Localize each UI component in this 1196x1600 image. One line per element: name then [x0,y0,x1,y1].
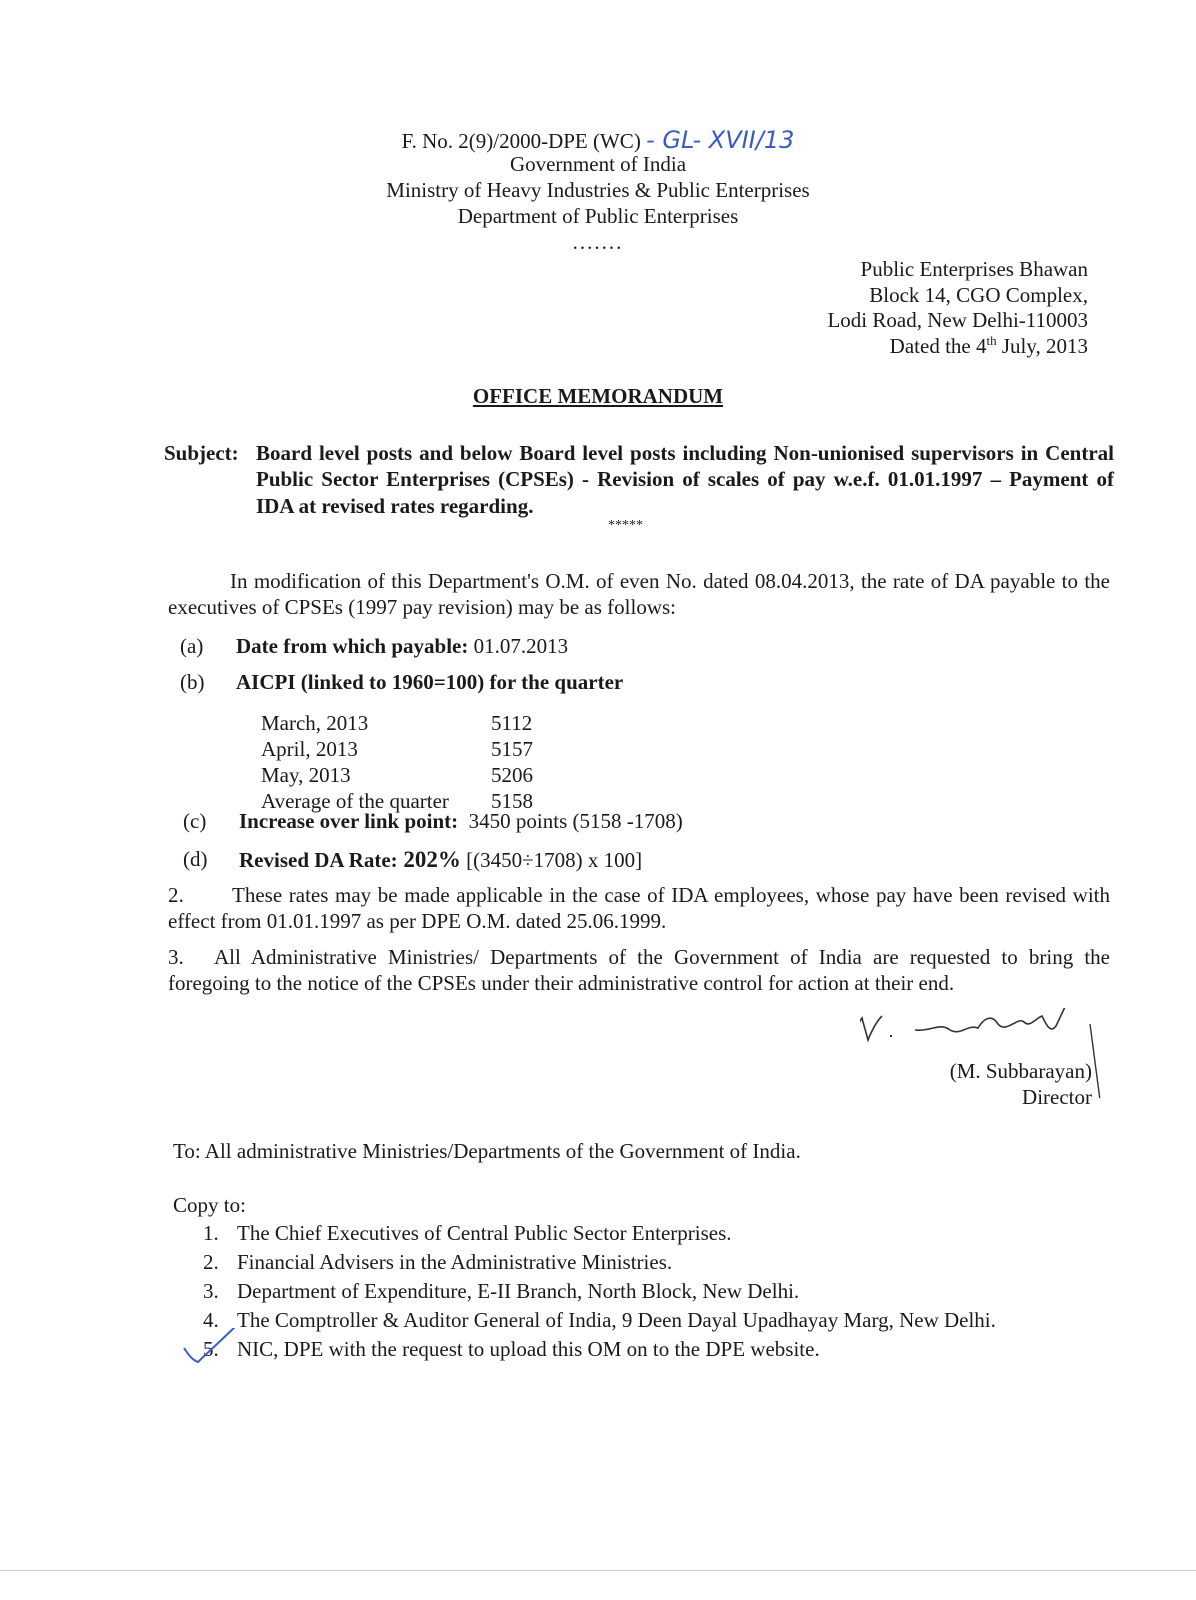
header-dots: ....... [572,230,624,254]
address-block [827,256,1088,358]
subject-label: Subject: [164,441,239,465]
signatory-designation: Director [1022,1085,1092,1109]
letterhead [0,125,1196,255]
subject-text: Board level posts and below Board level posts including Non-unionised supervisors in Central Public Sector Enterprises (CPSEs) - Revision of scales of pay w.e.f. 01.01.1997 – Payment of IDA at revised rates regarding. [256,441,1114,518]
file-number-line [0,125,1196,154]
aicpi-row: May, 2013 5206 [261,763,533,787]
signatory-block [950,1058,1092,1110]
address-line-1: Public Enterprises Bhawan [860,257,1088,281]
aicpi-row: April, 2013 5157 [261,737,533,761]
document-title: OFFICE MEMORANDUM [472,384,724,408]
file-number: F. No. 2(9)/2000-DPE (WC) [401,129,641,153]
aicpi-row: March, 2013 5112 [261,711,533,735]
paragraph-2: 2. These rates may be made applicable in the case of IDA employees, whose pay have been revised with effect from 01.01.1997 as per DPE O.M. dated 25.06.1999. [168,883,1110,934]
item-a: (a) Date from which payable: 01.07.2013 [180,634,569,658]
check-mark-icon [182,1328,252,1368]
subject-block [164,440,1114,519]
address-line-2: Block 14, CGO Complex, [869,282,1088,307]
file-number-handwritten: - GL- XVII/13 [646,126,795,154]
copy-to-label: Copy to: [173,1193,246,1217]
list-item: 5. NIC, DPE with the request to upload this OM on to the DPE website. [203,1337,820,1361]
subject-stars: ***** [608,518,643,533]
aicpi-row: Average of the quarter 5158 [261,789,533,813]
aicpi-table [261,710,533,814]
item-d: (d) Revised DA Rate: 202% [(3450÷1708) x 100] [183,847,643,872]
government-name: Government of India [509,152,687,176]
document-date: Dated the 4th July, 2013 [889,332,1088,358]
list-item: 3. Department of Expenditure, E-II Branch, North Block, New Delhi. [203,1279,800,1303]
list-item: 1. The Chief Executives of Central Public Sector Enterprises. [203,1221,732,1245]
recipient-line: To: All administrative Ministries/Departments of the Government of India. [173,1139,801,1163]
copy-to-list [203,1220,996,1365]
intro-paragraph: In modification of this Department's O.M. of even No. dated 08.04.2013, the rate of DA payable to the executives of CPSEs (1997 pay revision) may be as follows: [168,569,1110,620]
ministry-name: Ministry of Heavy Industries & Public Enterprises [386,178,810,202]
list-item: 4. The Comptroller & Auditor General of India, 9 Deen Dayal Upadhayay Marg, New Delhi. [203,1308,996,1332]
list-item: 2. Financial Advisers in the Administrative Ministries. [203,1250,673,1274]
item-c: (c) Increase over link point: 3450 points (5158 -1708) [183,809,683,833]
scan-edge-line [0,1570,1196,1571]
signatory-name: (M. Subbarayan) [949,1059,1092,1083]
department-name: Department of Public Enterprises [457,204,739,228]
address-line-3: Lodi Road, New Delhi-110003 [827,308,1088,332]
paragraph-3: 3. All Administrative Ministries/ Departments of the Government of India are requested to bring the foregoing to the notice of the CPSEs under their administrative control for action at their end. [168,945,1110,996]
item-b: (b) AICPI (linked to 1960=100) for the quarter [180,670,624,694]
